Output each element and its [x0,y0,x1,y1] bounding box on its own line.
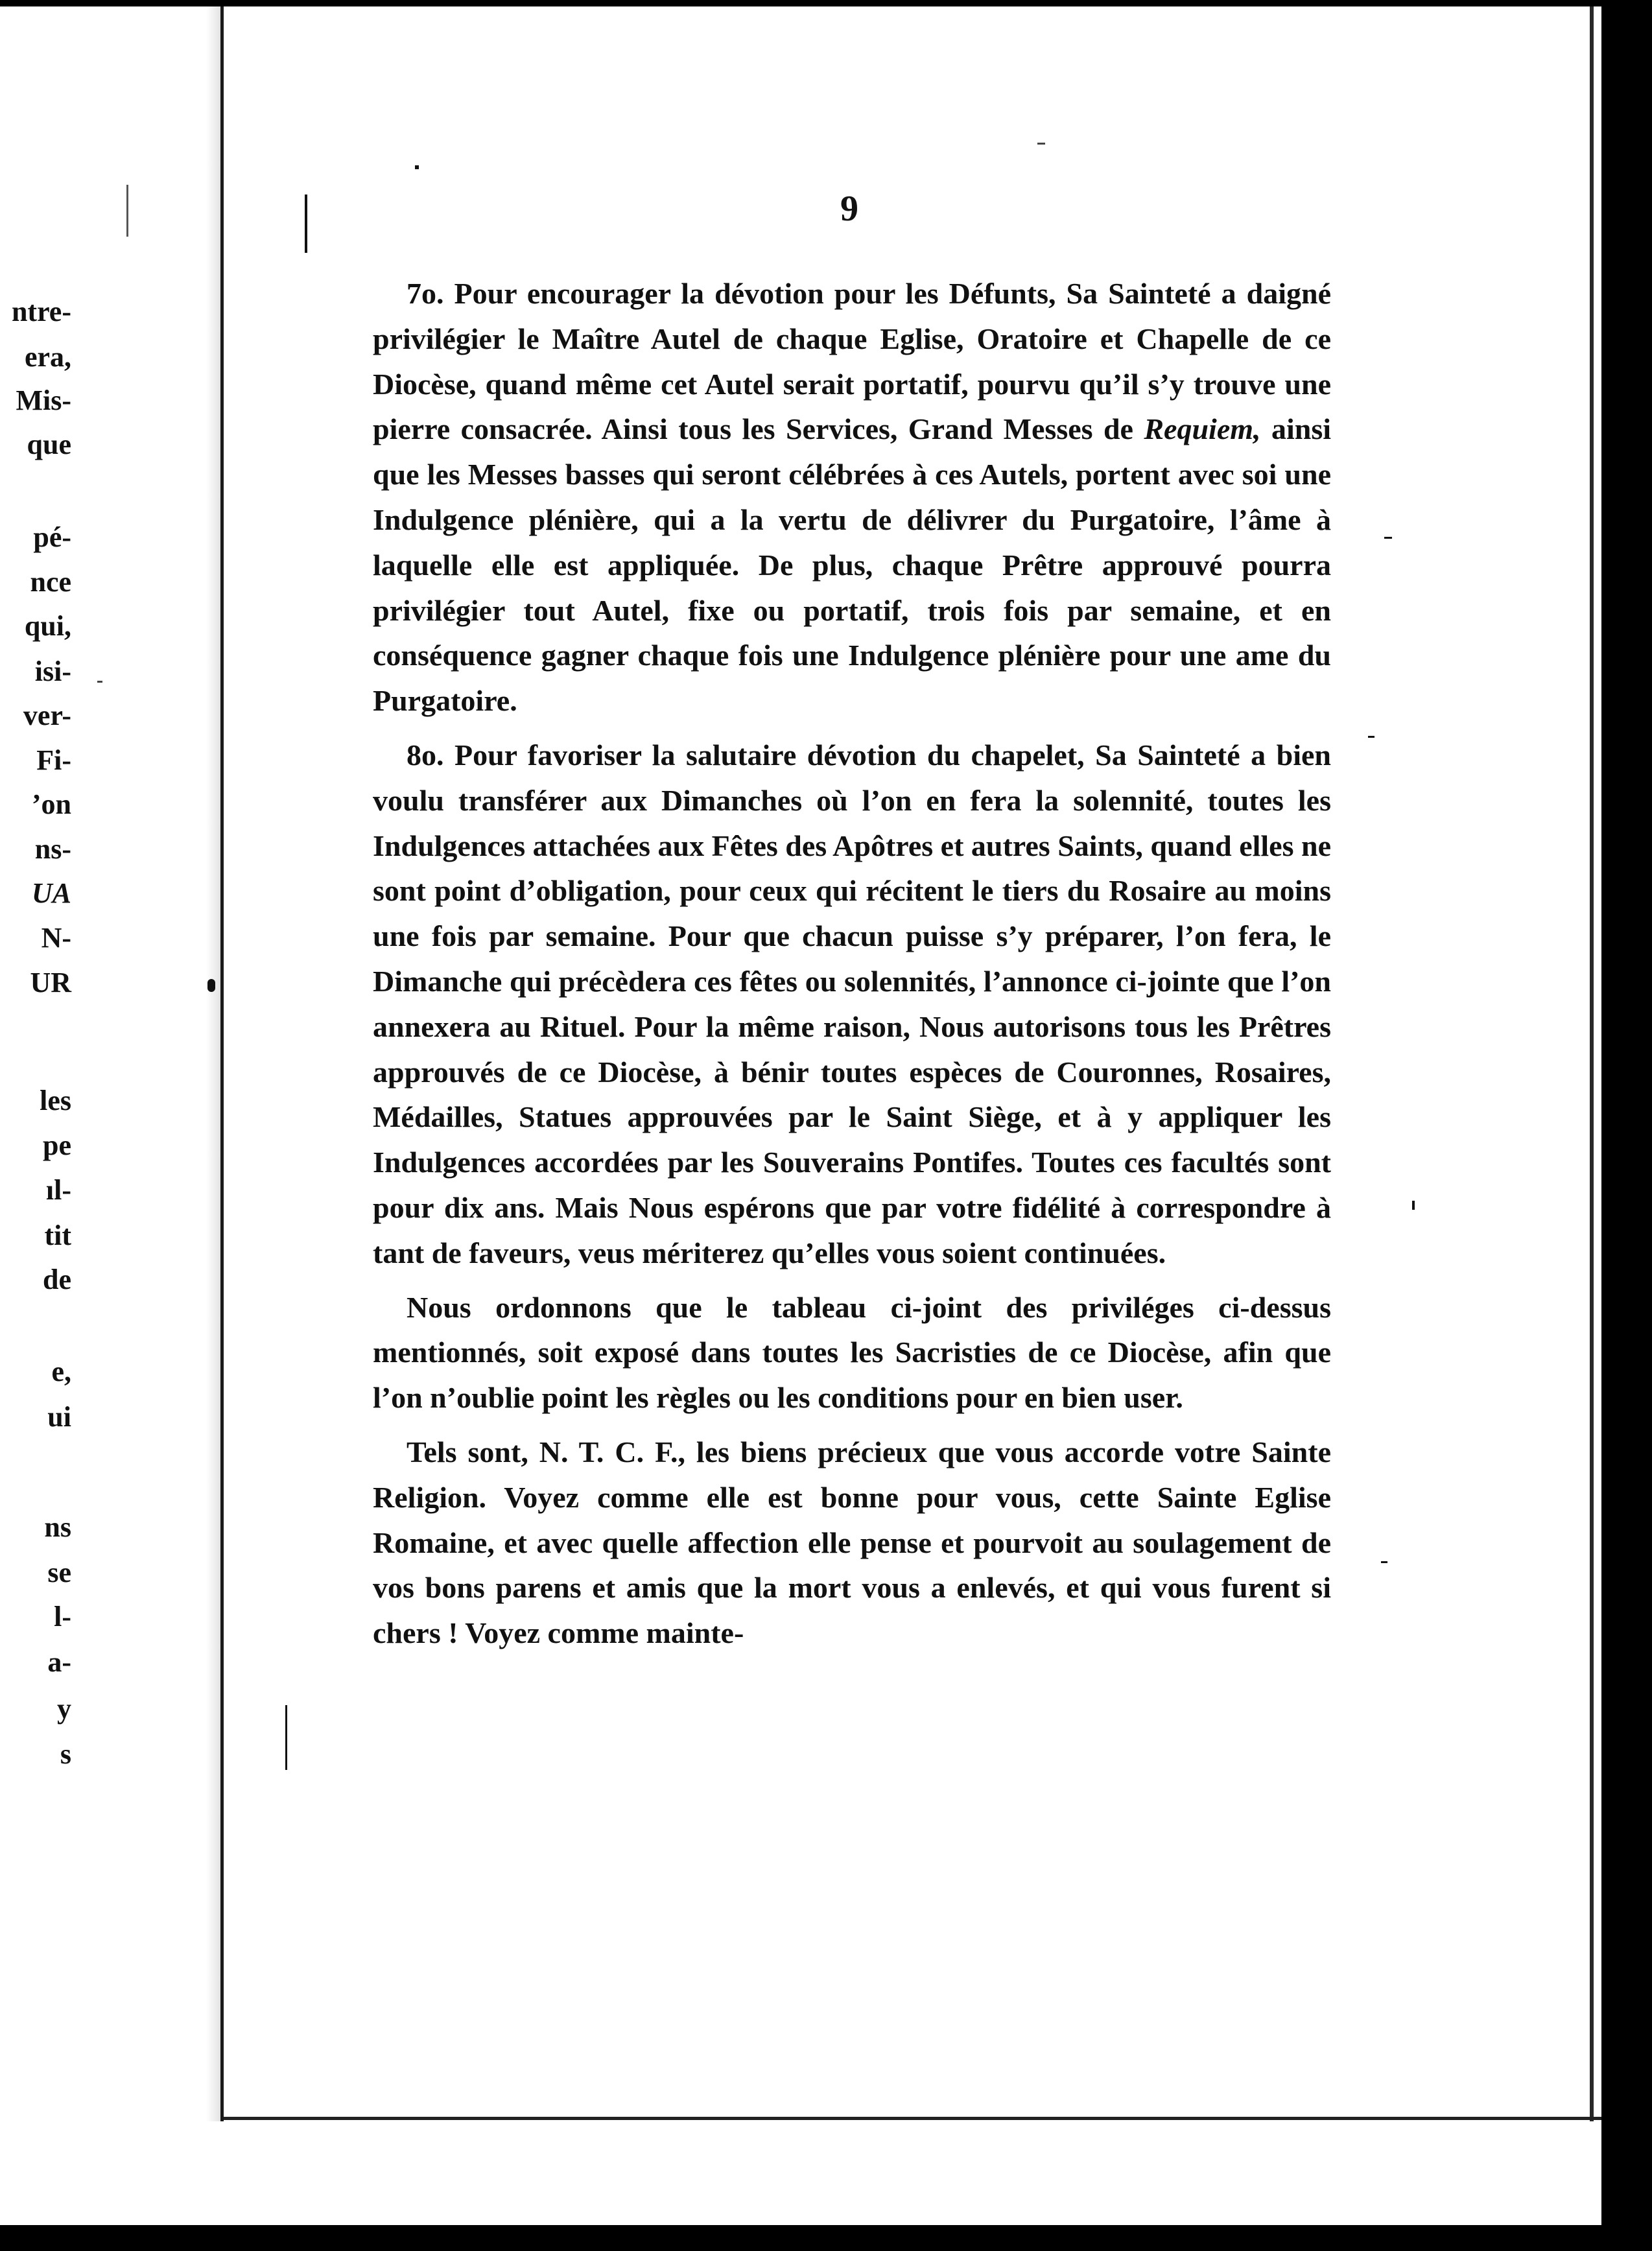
requiem-italic: Requiem, [1144,412,1261,446]
left-fragment: pe [43,1129,71,1161]
left-fragment: N- [41,922,71,954]
left-fragment: UR [30,967,71,998]
scan-mark [1381,1561,1387,1563]
left-fragment: s [60,1738,71,1770]
page-right-edge [1590,6,1594,2121]
left-fragment: nce [30,566,71,598]
top-scan-border [0,0,1652,6]
bottom-scan-border [0,2225,1652,2251]
left-fragment: Mis- [16,384,71,416]
paragraph-tableau: Nous ordonnons que le tableau ci-joint des priviléges ci-dessus mentionnés, soit exposé dans toutes les Sacristies de ce Diocèse, afin que l’on n’oublie point les règles ou les conditions pour en bien user. [373,1290,1331,1415]
scan-mark [97,681,102,683]
left-fragment: l- [54,1601,71,1632]
left-fragment: Fi- [36,744,71,776]
scan-mark [207,979,215,992]
page-number: 9 [840,189,858,229]
gutter-line [220,6,224,2121]
left-fragment: les [40,1085,71,1116]
scan-mark [1368,736,1375,738]
left-fragment: se [47,1557,71,1588]
gutter-shadow [206,6,220,2121]
left-fragment: ns- [34,833,71,865]
paragraph-8: 8o. Pour favoriser la salutaire dévotion du chapelet, Sa Sainteté a bien voulu transférer aux Dimanches où l’on en fera la solennité, toutes les Indulgences attachées aux Fêtes des Apôtres et autres Saints, quand elles ne sont point d’obligation, pour ceux qui récitent le tiers du Rosaire au moins une fois par semaine. Pour que chacun puisse s’y préparer, l’on fera, le Dimanche qui précèdera ces fêtes ou solennités, l’annonce ci-jointe que l’on annexera au Rituel. Pour la même raison, Nous autorisons tous les Prêtres approuvés de ce Diocèse, à bénir toutes espèces de Couronnes, Rosaires, Médailles, Statues approuvées par le Saint Siège, et à y appliquer les Indulgences accordées par les Souverains Pontifes. Toutes ces facultés sont pour dix ans. Mais Nous espérons que par votre fidélité à correspondre à tant de faveurs, veus mériterez qu’elles vous soient continuées. [373,738,1331,1269]
right-scan-border [1601,0,1652,2251]
left-fragment: qui, [24,610,71,642]
left-fragment: ıl- [45,1174,71,1206]
scan-mark [1384,537,1392,539]
scan-mark [415,165,419,169]
scan-mark [1037,143,1045,145]
left-fragment: y [57,1693,71,1725]
page-bottom-edge [224,2117,1601,2120]
left-fragment: ntre- [11,296,71,327]
left-fragment: UA [31,877,71,909]
left-fragment: que [27,429,71,460]
left-fragment: e, [51,1356,71,1387]
left-fragment: tit [44,1220,71,1251]
left-fragment: ’on [31,788,71,820]
scan-mark [1412,1201,1415,1210]
scan-mark [285,1705,287,1770]
facing-page-fragments [0,0,71,2251]
left-fragment: de [43,1264,71,1295]
paragraph-7-text: 7o. Pour encourager la dévotion pour les Défunts, Sa Sainteté a daigné privilégier le Maître Autel de chaque Eglise, Oratoire et Chapelle de ce Diocèse, quand même cet Autel serait portatif, pourvu qu’il s’y trouve une pierre consacrée. Ainsi tous les Services, Grand Messes de [373,277,1331,446]
left-fragment: isi- [34,655,71,687]
paragraph-conclusion: Tels sont, N. T. C. F., les biens précieux que vous accorde votre Sainte Religion. Voyez comme elle est bonne pour vous, cette Sainte Eglise Romaine, et avec quelle affection elle pense et pourvoit au soulagement de vos bons parens et amis que la mort vous a enlevés, et qui vous furent si chers ! Voyez comme mainte- [373,1435,1331,1650]
left-fragment: ver- [23,700,71,731]
left-fragment: pé- [33,521,71,553]
body-text [373,271,1331,1656]
left-fragment: a- [47,1646,71,1678]
left-fragment: ui [47,1401,71,1433]
scan-mark [305,194,307,253]
paragraph-7 [373,271,1331,724]
paragraph-7-continuation: ainsi que les Messes basses qui seront célébrées à ces Autels, portent avec soi une Indulgence plénière, qui a la vertu de délivrer du Purgatoire, l’âme à laquelle elle est appliquée. De plus, chaque Prêtre approuvé pourra privilégier tout Autel, fixe ou portatif, trois fois par semaine, et en conséquence gagner chaque fois une Indulgence plénière pour une ame du Purgatoire. [373,412,1332,718]
scan-mark [126,185,128,237]
left-fragment: ns [44,1511,71,1543]
left-fragment: era, [24,341,71,373]
